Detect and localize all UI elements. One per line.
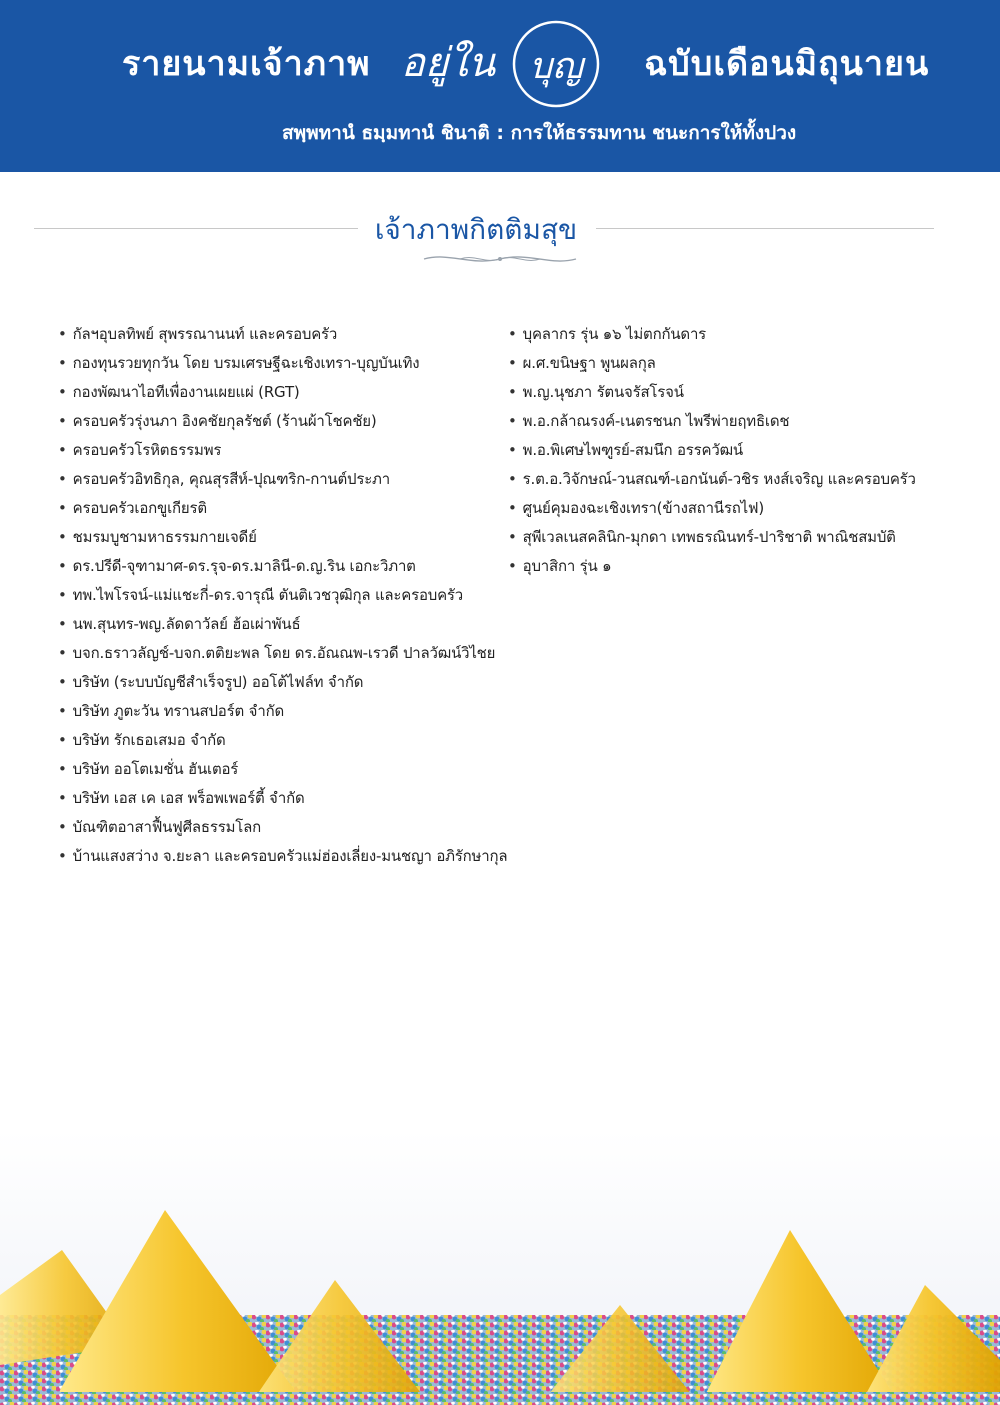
- logo-text-2: บุญ: [529, 46, 583, 87]
- section-divider-right: [596, 228, 934, 229]
- donor-item: • บ้านแสงสว่าง จ.ยะลา และครอบครัวแม่ฮ่องเลี่ยง-มนชญา อภิรักษากุล: [58, 842, 508, 871]
- donor-item: • ดร.ปรีดี-จุฑามาศ-ดร.รุจ-ดร.มาลินี-ด.ญ.ริน เอกะวิภาต: [58, 552, 508, 581]
- donor-item: • ศูนย์คุมองฉะเชิงเทรา(ข้างสถานีรถไฟ): [508, 494, 948, 523]
- donor-item: • อุบาสิกา รุ่น ๑: [508, 552, 948, 581]
- header-subtitle: สพฺพทานํ ธมฺมทานํ ชินาติ : การให้ธรรมทาน ชนะการให้ทั้งปวง: [282, 122, 797, 144]
- flourish-ornament: [420, 250, 580, 268]
- donor-item: • พ.อ.กล้าณรงค์-เนตรชนก ไพรีพ่ายฤทธิเดช: [508, 407, 948, 436]
- header-title-right: ฉบับเดือนมิถุนายน: [644, 44, 930, 84]
- donor-item: • ผ.ศ.ขนิษฐา พูนผลกุล: [508, 349, 948, 378]
- donor-item: • ชมรมบูชามหาธรรมกายเจดีย์: [58, 523, 508, 552]
- donor-item: • กองทุนรวยทุกวัน โดย บรมเศรษฐีฉะเชิงเทรา-บุญบันเทิง: [58, 349, 508, 378]
- logo-text-1: อยู่ใน: [400, 40, 496, 86]
- donor-item: • ร.ต.อ.วิจักษณ์-วนสณฑ์-เอกนันต์-วชิร หงส์เจริญ และครอบครัว: [508, 465, 948, 494]
- donor-item: • บริษัท เอส เค เอส พร็อพเพอร์ตี้ จำกัด: [58, 784, 508, 813]
- donor-item: • นพ.สุนทร-พญ.ลัดดาวัลย์ ฮ้อเผ่าพันธ์: [58, 610, 508, 639]
- donor-item: • บริษัท (ระบบบัญชีสำเร็จรูป) ออโต้ไฟล์ท จำกัด: [58, 668, 508, 697]
- header-banner: [0, 0, 1000, 172]
- donor-list-right: [508, 320, 948, 581]
- donor-item: • บริษัท รักเธอเสมอ จำกัด: [58, 726, 508, 755]
- donor-item: • บริษัท ภูตะวัน ทรานสปอร์ต จำกัด: [58, 697, 508, 726]
- donor-item: • ครอบครัวเอกขูเกียรติ: [58, 494, 508, 523]
- donor-item: • บุคลากร รุ่น ๑๖ ไม่ตกกันดาร: [508, 320, 948, 349]
- section-title: เจ้าภาพกิตติมสุข: [374, 213, 578, 246]
- donor-item: • บัณฑิตอาสาฟื้นฟูศีลธรรมโลก: [58, 813, 508, 842]
- donor-item: • บริษัท ออโตเมชั่น ฮันเตอร์: [58, 755, 508, 784]
- donor-item: • กัลฯอุบลทิพย์ สุพรรณานนท์ และครอบครัว: [58, 320, 508, 349]
- donor-item: • พ.ญ.นุชภา รัตนจรัสโรจน์: [508, 378, 948, 407]
- donor-item: • ครอบครัวโรหิตธรรมพร: [58, 436, 508, 465]
- magazine-logo: [396, 18, 606, 110]
- donor-item: • สุพีเวลเนสคลินิก-มุกดา เทพธรณินทร์-ปาริชาติ พาณิชสมบัติ: [508, 523, 948, 552]
- donor-item: • ทพ.ไพโรจน์-แม่แชะกี่-ดร.จารุณี ตันติเวชวุฒิกุล และครอบครัว: [58, 581, 508, 610]
- donor-item: • กองพัฒนาไอทีเพื่องานเผยแผ่ (RGT): [58, 378, 508, 407]
- donor-item: • พ.อ.พิเศษไพฑูรย์-สมนึก อรรควัฒน์: [508, 436, 948, 465]
- donor-item: • ครอบครัวรุ่งนภา อิงคชัยกุลรัชต์ (ร้านผ้าโชคชัย): [58, 407, 508, 436]
- donor-list-left: [58, 320, 508, 871]
- header-title-left: รายนามเจ้าภาพ: [122, 44, 371, 84]
- section-divider-left: [34, 228, 358, 229]
- donor-item: • บจก.ธราวลัญช์-บจก.ตติยะพล โดย ดร.อัณณพ-เรวดี ปาลวัฒน์วิไชย: [58, 639, 508, 668]
- pagoda-crowd-illustration: [0, 1130, 1000, 1405]
- donor-item: • ครอบครัวอิทธิกุล, คุณสุรสีห์-ปุณฑริก-กานต์ประภา: [58, 465, 508, 494]
